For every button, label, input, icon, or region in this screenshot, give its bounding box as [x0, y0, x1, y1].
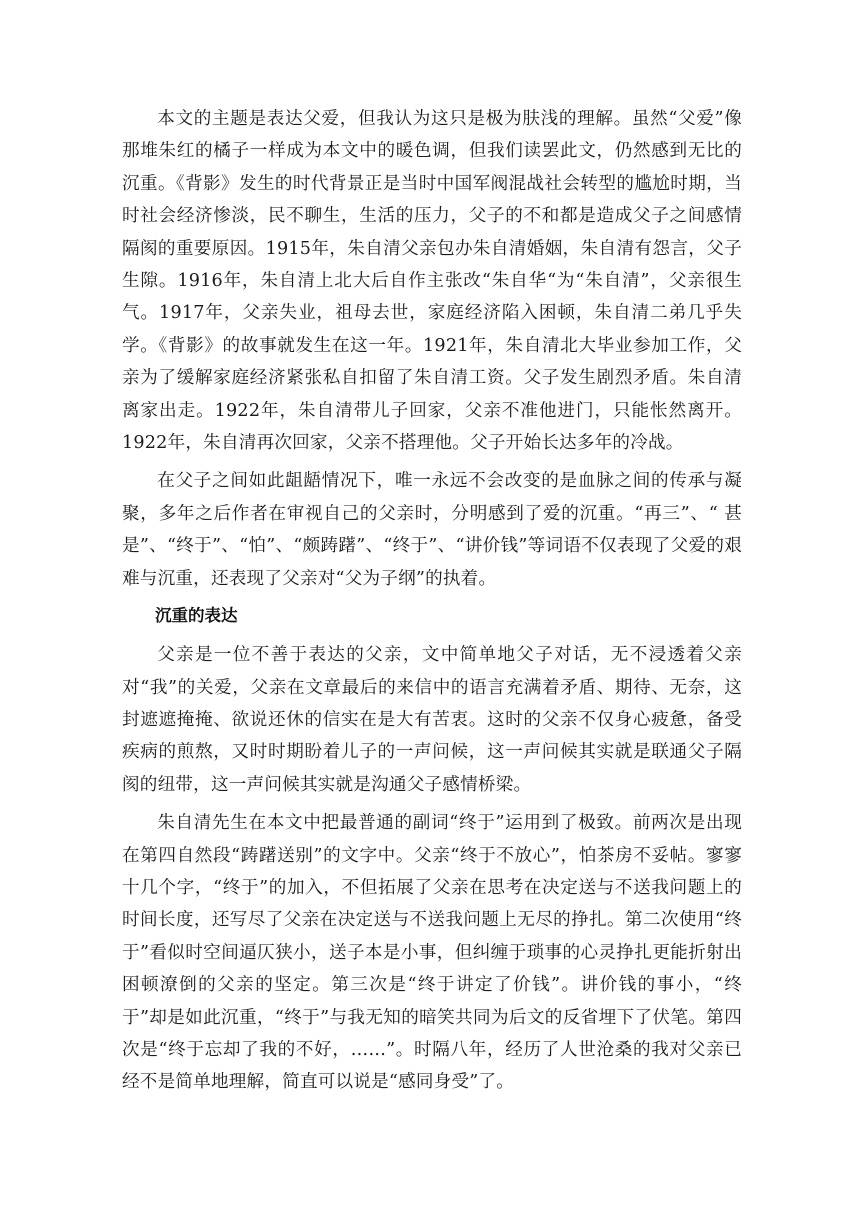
section-paragraph-1: 父亲是一位不善于表达的父亲，文中简单地父子对话，无不浸透着父亲对“我”的关爱，父亲在文章最后的来信中的语言充满着矛盾、期待、无奈，这封遮遮掩掩、欲说还休的信实在是大有苦衷。这时的父亲不仅身心疲惫，备受疾病的煎熬，又时时期盼着儿子的一声问候，这一声问候其实就是联通父子隔阂的纽带，这一声问候其实就是沟通父子感情桥梁。: [122, 645, 742, 795]
section-paragraph-2: 朱自清先生在本文中把最普通的副词“终于”运用到了极致。前两次是出现在第四自然段“踌躇送别”的文字中。父亲“终于不放心”，怕茶房不妥帖。寥寥十几个字，“终于”的加入，不但拓展了父亲在思考在决定送与不送我问题上的时间长度，还写尽了父亲在决定送与不送我问题上无尽的挣扎。第二次使用“终于”看似时空间逼仄狭小，送子本是小事，但纠缠于琐事的心灵挣扎更能折射出困顿潦倒的父亲的坚定。第三次是“终于讲定了价钱”。讲价钱的事小，“终于”却是如此沉重，“终于”与我无知的暗笑共同为后文的反省埋下了伏笔。第四次是“终于忘却了我的不好，……”。时隔八年，经历了人世沧桑的我对父亲已经不是简单地理解，简直可以说是“感同身受”了。: [122, 813, 742, 1093]
body-paragraph-1: 本文的主题是表达父爱，但我认为这只是极为肤浅的理解。虽然“父爱”像那堆朱红的橘子一样成为本文中的暖色调，但我们读罢此文，仍然感到无比的沉重。《背影》发生的时代背景正是当时中国军阀混战社会转型的尴尬时期，当时社会经济惨淡，民不聊生，生活的压力，父子的不和都是造成父子之间感情隔阂的重要原因。1915年，朱自清父亲包办朱自清婚姻，朱自清有怨言，父子生隙。1916年，朱自清上北大后自作主张改“朱自华“为“朱自清”，父亲很生气。1917年，父亲失业，祖母去世，家庭经济陷入困顿，朱自清二弟几乎失学。《背影》的故事就发生在这一年。1921年，朱自清北大毕业参加工作，父亲为了缓解家庭经济紧张私自扣留了朱自清工资。父子发生剧烈矛盾。朱自清离家出走。1922年，朱自清带儿子回家，父亲不准他进门，只能怅然离开。1922年，朱自清再次回家，父亲不搭理他。父子开始长达多年的冷战。: [122, 109, 742, 454]
body-paragraph-2: 在父子之间如此龃龉情况下，唯一永远不会改变的是血脉之间的传承与凝聚，多年之后作者在审视自己的父亲时，分明感到了爱的沉重。“再三”、“ 甚是”、“终于”、“怕”、“颇踌躇”、“终于”、“讲价钱”等词语不仅表现了父爱的艰难与沉重，还表现了父亲对“父为子纲”的执着。: [122, 471, 742, 589]
section-heading: 沉重的表达: [155, 606, 238, 626]
document-page: [122, 103, 742, 1105]
